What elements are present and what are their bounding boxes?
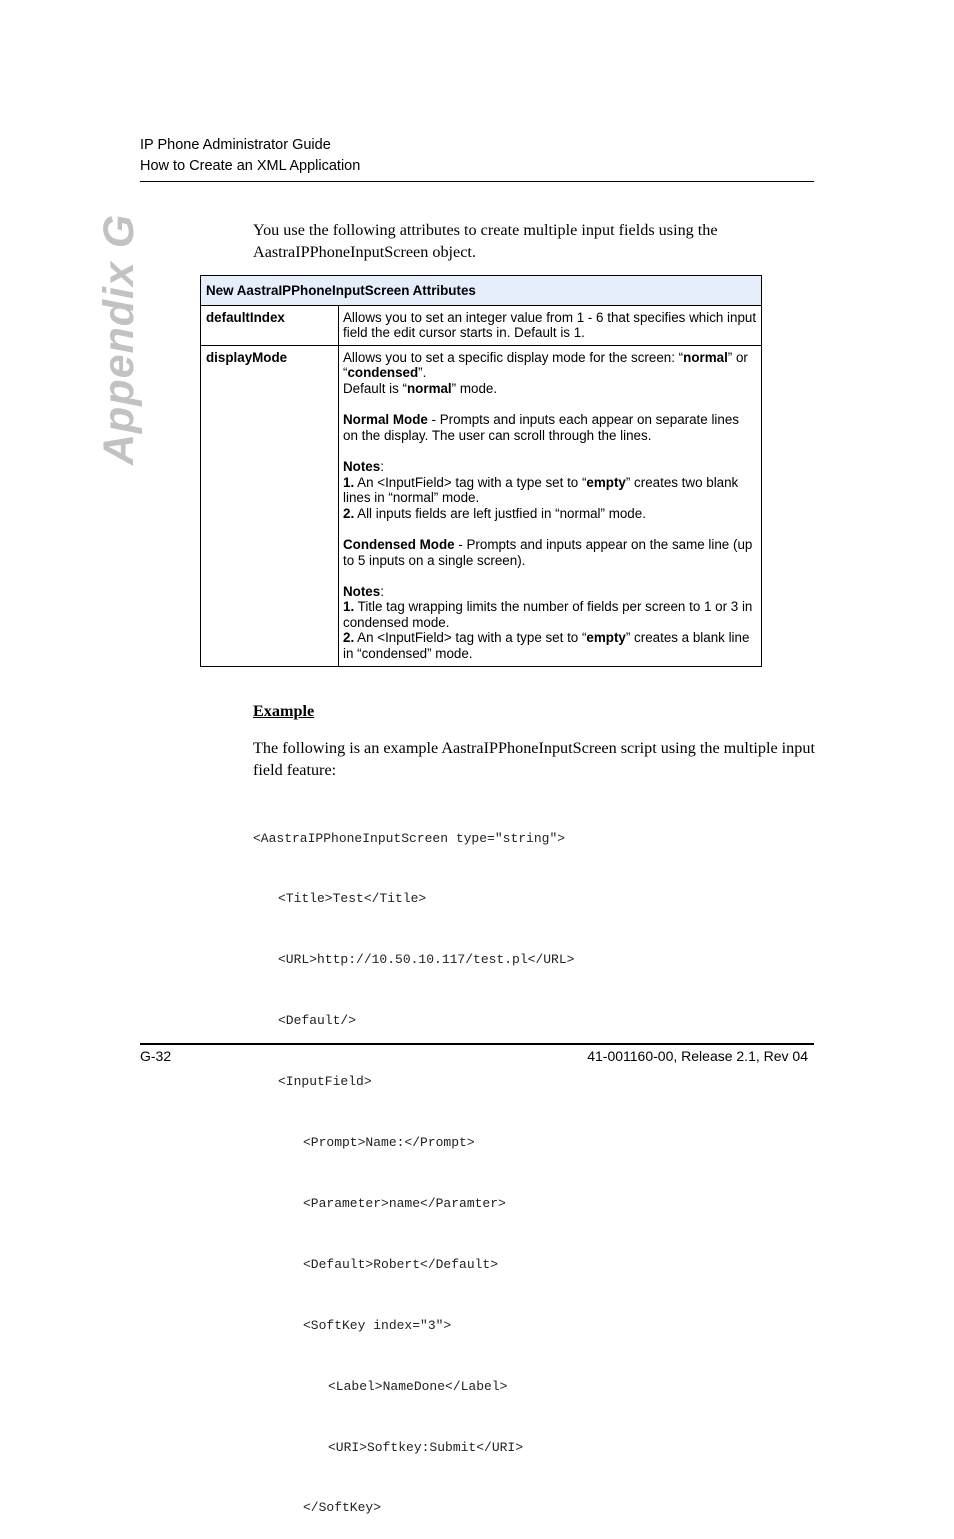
text-run: ”.	[418, 365, 427, 381]
code-line: <Title>Test</Title>	[278, 891, 427, 907]
attribute-name: displayMode	[201, 345, 339, 666]
document-number: 41-001160-00, Release 2.1, Rev 04	[587, 1048, 808, 1064]
text-run: ” mode.	[451, 380, 498, 396]
code-line: <AastraIPPhoneInputScreen type="string">	[253, 830, 566, 846]
note-number: 1.	[343, 474, 355, 490]
note-item	[343, 475, 757, 506]
bold-term: empty	[586, 630, 626, 646]
text-run: An <InputField> tag with a type set to “	[354, 474, 587, 490]
note-item	[343, 630, 757, 661]
text-run: - Prompts and inputs each appear on separate lines on the display. The user can scroll through the lines.	[343, 412, 739, 443]
table-heading: New AastraIPPhoneInputScreen Attributes	[201, 276, 762, 306]
condensed-mode-paragraph	[343, 537, 757, 568]
text-run: All inputs fields are left justfied in “normal” mode.	[354, 505, 646, 521]
attribute-description	[339, 345, 762, 666]
code-line: <SoftKey index="3">	[303, 1317, 452, 1333]
text-run: An <InputField> tag with a type set to “	[354, 630, 587, 646]
code-line: <Parameter>name</Paramter>	[303, 1195, 506, 1211]
example-heading: Example	[253, 702, 315, 720]
text-run: Default is “	[343, 380, 407, 396]
bold-term: Notes	[343, 458, 381, 474]
text-run: ” creates a blank line in “condensed” mode.	[343, 630, 750, 662]
code-line: <Default/>	[278, 1013, 357, 1029]
note-number: 2.	[343, 505, 355, 521]
text-run: :	[380, 458, 384, 474]
note-number: 1.	[343, 599, 355, 615]
notes-label	[343, 584, 757, 600]
code-line: <Label>NameDone</Label>	[328, 1378, 508, 1394]
example-intro: The following is an example AastraIPPhoneInputScreen script using the multiple input field feature:	[253, 739, 815, 779]
text-run: Allows you to set a specific display mode for the screen: “	[343, 349, 684, 365]
code-line: <URL>http://10.50.10.117/test.pl</URL>	[278, 952, 575, 968]
bold-term: Normal Mode	[343, 412, 428, 428]
text-run: Title tag wrapping limits the number of fields per screen to 1 or 3 in condensed mode.	[343, 599, 753, 630]
notes-label	[343, 459, 757, 475]
bold-term: normal	[683, 349, 728, 365]
code-line: <URI>Softkey:Submit</URI>	[328, 1439, 524, 1455]
note-number: 2.	[343, 630, 355, 646]
attribute-description: Allows you to set an integer value from 1 - 6 that specifies which input field the edit cursor starts in. Default is 1.	[339, 305, 762, 345]
code-line: <InputField>	[278, 1074, 372, 1090]
table-header-row	[201, 276, 762, 306]
code-line: </SoftKey>	[303, 1500, 382, 1516]
bold-term: condensed	[347, 365, 419, 381]
intro-paragraph: You use the following attributes to create multiple input fields using the AastraIPPhoneInputScreen object.	[253, 221, 718, 261]
code-line: <Prompt>Name:</Prompt>	[303, 1135, 475, 1151]
bold-term: empty	[586, 474, 626, 490]
description-paragraph	[343, 350, 757, 381]
text-run: - Prompts and inputs appear on the same line (up to 5 inputs on a single screen).	[343, 536, 753, 568]
attribute-name: defaultIndex	[201, 305, 339, 345]
code-sample	[253, 788, 574, 1539]
table-row	[201, 345, 762, 666]
text-run: :	[380, 583, 384, 599]
footer-rule	[140, 1043, 814, 1045]
note-item	[343, 599, 757, 630]
text-run: ” or “	[343, 349, 748, 381]
bold-term: normal	[407, 380, 452, 396]
page-number: G-32	[140, 1048, 172, 1064]
text-run: ” creates two blank lines in “normal” mode.	[343, 474, 739, 506]
code-line: <Default>Robert</Default>	[303, 1256, 499, 1272]
running-header-section: How to Create an XML Application	[140, 158, 361, 174]
bold-term: Notes	[343, 583, 381, 599]
running-header-title: IP Phone Administrator Guide	[140, 137, 331, 153]
bold-term: Condensed Mode	[343, 536, 455, 552]
appendix-side-tab: Appendix G	[95, 213, 143, 465]
normal-mode-paragraph	[343, 412, 757, 443]
attributes-table	[200, 275, 762, 667]
note-item	[343, 506, 757, 522]
description-paragraph	[343, 381, 757, 397]
header-rule	[140, 181, 814, 182]
table-row	[201, 305, 762, 345]
